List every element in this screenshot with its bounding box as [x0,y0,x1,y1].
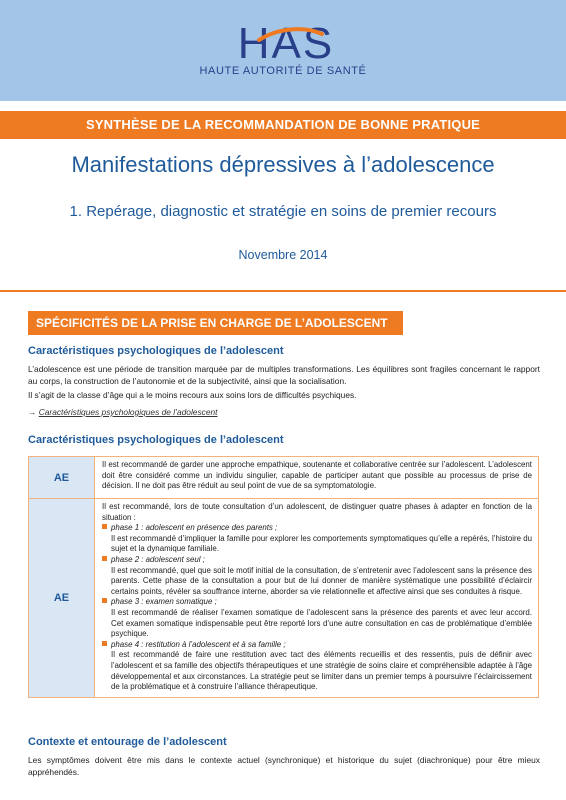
recommendation-table [28,456,539,698]
heading-psychological: Caractéristiques psychologiques de l’adolescent [28,345,284,357]
section-title: SPÉCIFICITÉS DE LA PRISE EN CHARGE DE L’ADOLESCENT [28,311,403,335]
bullet-square-icon [102,524,107,529]
phase-4-text: Il est recommandé de faire une restitution avec tact des éléments recueillis et des ressentis, puis de définir avec l’adolescent et sa famille des objectifs thérapeutiques et une stratégie de soins claire et compréhensible adaptée à l’âge développemental et aux circonstances. La stratégie peut se limiter dans un premier temps à poursuivre l’éclaircissement de la problématique et à construire l’alliance thérapeutique. [111,650,532,692]
grade-cell: AE [29,457,95,499]
grade-cell: AE [29,499,95,698]
has-logo [226,20,346,62]
phase-1-text: Il est recommandé d’impliquer la famille pour explorer les comportements symptomatiques qu’elle a repérés, l’histoire du sujet et la dynamique familiale. [111,533,532,554]
heading-psychological-table: Caractéristiques psychologiques de l’adolescent [28,434,284,446]
recommendation-text: Il est recommandé de garder une approche empathique, soutenante et collaborative centrée sur l’adolescent. L’adolescent doit être considéré comme un individu singulier, capable de participer autant que possible au processus de prise de décision. Il ne doit pas être réduit au seul point de vue de sa symptomatologie. [95,457,539,499]
document-type-band: SYNTHÈSE DE LA RECOMMANDATION DE BONNE PRATIQUE [0,111,566,139]
phase-1-title: phase 1 : adolescent en présence des parents ; [102,523,532,534]
recommendation-text [95,499,539,698]
document-subtitle: 1. Repérage, diagnostic et stratégie en soins de premier recours [69,203,497,220]
phases-intro: Il est recommandé, lors de toute consultation d’un adolescent, de distinguer quatre phases à adapter en fonction de la situation : [102,502,532,522]
bullet-square-icon [102,598,107,603]
phase-3-title: phase 3 : examen somatique ; [102,597,532,608]
document-title: Manifestations dépressives à l’adolescence [71,152,495,177]
paragraph-adolescence: L’adolescence est une période de transition marquée par de multiples transformations. Les équilibres sont fragiles concernant le rapport au corps, la construction de l’autonomie et de la subjectivité, ainsi que la socialisation. [28,364,540,386]
phase-3-text: Il est recommandé de réaliser l’examen somatique de l’adolescent sans la présence des parents et avec leur accord. Cet examen somatique indispensable peut être reporté lors d’une autre consultation en cas de problématique d’emblée psychique. [111,607,532,639]
phase-2-text: Il est recommandé, quel que soit le motif initial de la consultation, de s’entretenir avec l’adolescent sans la présence des parents. Cette phase de la consultation a pour but de lui donner de manière systématique une possibilité d’éclaircir certains points, révéler sa souffrance interne, aborder sa vie relationnelle et affective ainsi que ses conduites à risque. [111,565,532,596]
phase-4-title: phase 4 : restitution à l’adolescent et à sa famille ; [102,640,532,651]
orange-divider [0,290,566,292]
document-date: Novembre 2014 [238,248,328,262]
reference-link[interactable] [28,407,217,417]
logo-subtitle: HAUTE AUTORITÉ DE SANTÉ [199,65,367,77]
table-row [29,457,539,499]
table-row [29,499,539,698]
header-banner [0,0,566,101]
reference-link-label[interactable]: Caractéristiques psychologiques de l’adolescent [38,407,218,417]
logo-text: HAS [237,20,335,62]
phase-2-title: phase 2 : adolescent seul ; [102,555,532,566]
arrow-icon: → [28,407,37,417]
heading-context: Contexte et entourage de l’adolescent [28,736,227,748]
paragraph-care-access: Il s’agit de la classe d’âge qui a le moins recours aux soins lors de difficultés psychiques. [28,390,357,400]
bullet-square-icon [102,556,107,561]
paragraph-context: Les symptômes doivent être mis dans le contexte actuel (synchronique) et historique du sujet (diachronique) pour être mieux appréhendés. [28,755,540,777]
bullet-square-icon [102,641,107,646]
